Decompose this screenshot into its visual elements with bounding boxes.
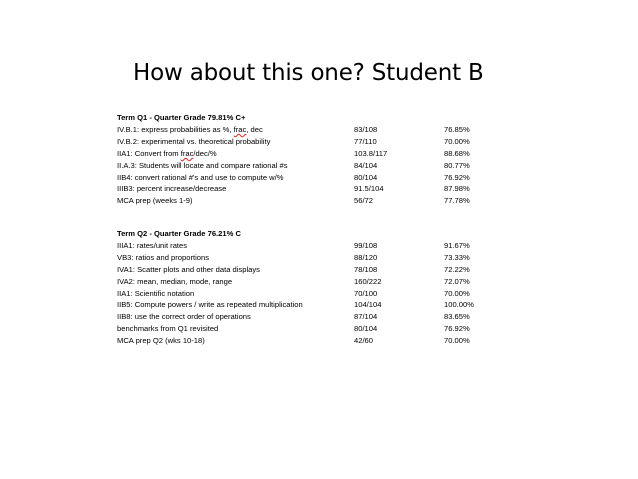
standard-text: MCA prep Q2 (wks 10-18)	[117, 336, 205, 346]
grade-row	[117, 124, 517, 136]
standard-text: IV.B.1: express probabilities as %,	[117, 125, 234, 134]
score-value: 160/222	[354, 276, 382, 286]
term-rows	[117, 124, 517, 207]
term-rows	[117, 240, 517, 347]
standard-label	[117, 240, 187, 252]
score-value: 87/104	[354, 312, 378, 322]
standard-label	[117, 195, 193, 207]
grade-row	[117, 136, 517, 148]
standard-text: IVA2: mean, median, mode, range	[117, 276, 233, 286]
grade-row	[117, 288, 517, 300]
grade-row	[117, 335, 517, 347]
grade-row	[117, 195, 517, 207]
spellcheck-word: frac	[233, 125, 247, 134]
score-value: 83/108	[354, 125, 378, 134]
percent-value: 70.00%	[444, 288, 470, 298]
term-q1-block	[117, 112, 517, 207]
standard-label	[117, 276, 232, 288]
grade-row	[117, 148, 517, 160]
standard-label	[117, 252, 209, 264]
score-value: 77/110	[354, 136, 377, 146]
grade-row	[117, 311, 517, 323]
score-value: 84/104	[354, 160, 378, 170]
score-value: 42/60	[354, 336, 374, 346]
standard-label	[117, 299, 303, 311]
percent-value: 77.78%	[444, 196, 470, 206]
standard-text-suffix: , dec	[246, 125, 263, 134]
percent-value: 100.00%	[444, 300, 474, 310]
grade-row	[117, 252, 517, 264]
standard-label	[117, 136, 270, 148]
grade-row	[117, 183, 517, 195]
standard-label	[117, 264, 260, 276]
score-value: 70/100	[354, 288, 378, 298]
standard-text: IIB4: convert rational #'s and use to compute w/%	[117, 172, 284, 182]
standard-text: VB3: ratios and proportions	[117, 252, 210, 262]
grade-row	[117, 299, 517, 311]
standard-text: II.A.3: Students will locate and compare rational #s	[117, 160, 288, 170]
standard-label	[117, 288, 194, 300]
grade-row	[117, 172, 517, 184]
percent-value: 73.33%	[444, 252, 470, 262]
score-value: 88/120	[354, 252, 378, 262]
grade-row	[117, 323, 517, 335]
score-value: 91.5/104	[354, 184, 384, 194]
percent-value: 72.22%	[444, 264, 470, 274]
grade-row	[117, 240, 517, 252]
score-value: 80/104	[354, 324, 378, 334]
grade-row	[117, 264, 517, 276]
percent-value: 76.92%	[444, 172, 470, 182]
score-value: 103.8/117	[354, 148, 388, 158]
standard-text: MCA prep (weeks 1-9)	[117, 196, 193, 206]
spellcheck-word: frac	[180, 148, 194, 158]
standard-label	[117, 160, 288, 172]
standard-label	[117, 124, 263, 136]
percent-value: 80.77%	[444, 160, 470, 170]
term-header: Term Q1 - Quarter Grade 79.81% C+	[117, 113, 246, 122]
standard-text: IIB8: use the correct order of operations	[117, 312, 251, 322]
standard-text: IV.B.2: experimental vs. theoretical probability	[117, 136, 271, 146]
percent-value: 70.00%	[444, 336, 470, 346]
score-value: 80/104	[354, 172, 378, 182]
standard-text: IIB5: Compute powers / write as repeated multiplication	[117, 300, 303, 310]
percent-value: 76.92%	[444, 324, 470, 334]
term-header: Term Q2 - Quarter Grade 76.21% C	[117, 229, 241, 238]
standard-text: benchmarks from Q1 revisited	[117, 324, 219, 334]
standard-label	[117, 335, 205, 347]
standard-text: IIIB3: percent increase/decrease	[117, 184, 227, 194]
percent-value: 76.85%	[444, 125, 470, 134]
percent-value: 83.65%	[444, 312, 470, 322]
standard-text: IIIA1: rates/unit rates	[117, 241, 188, 250]
score-value: 78/108	[354, 264, 378, 274]
percent-value: 91.67%	[444, 241, 470, 250]
score-value: 56/72	[354, 196, 374, 206]
score-value: 99/108	[354, 241, 378, 250]
standard-text-suffix: /dec/%	[193, 148, 217, 158]
term-q2-block	[117, 228, 517, 347]
percent-value: 87.98%	[444, 184, 470, 194]
standard-text: IIA1: Scientific notation	[117, 288, 195, 298]
grade-row	[117, 276, 517, 288]
standard-label	[117, 172, 284, 184]
standard-label	[117, 311, 251, 323]
percent-value: 70.00%	[444, 136, 470, 146]
standard-text: IIA1: Convert from	[117, 148, 181, 158]
slide-title: How about this one? Student B	[133, 60, 484, 86]
standard-label	[117, 148, 217, 160]
percent-value: 72.07%	[444, 276, 470, 286]
score-value: 104/104	[354, 300, 382, 310]
standard-label	[117, 323, 218, 335]
percent-value: 88.68%	[444, 148, 470, 158]
grade-row	[117, 160, 517, 172]
standard-text: IVA1: Scatter plots and other data displays	[117, 264, 260, 274]
standard-label	[117, 183, 226, 195]
